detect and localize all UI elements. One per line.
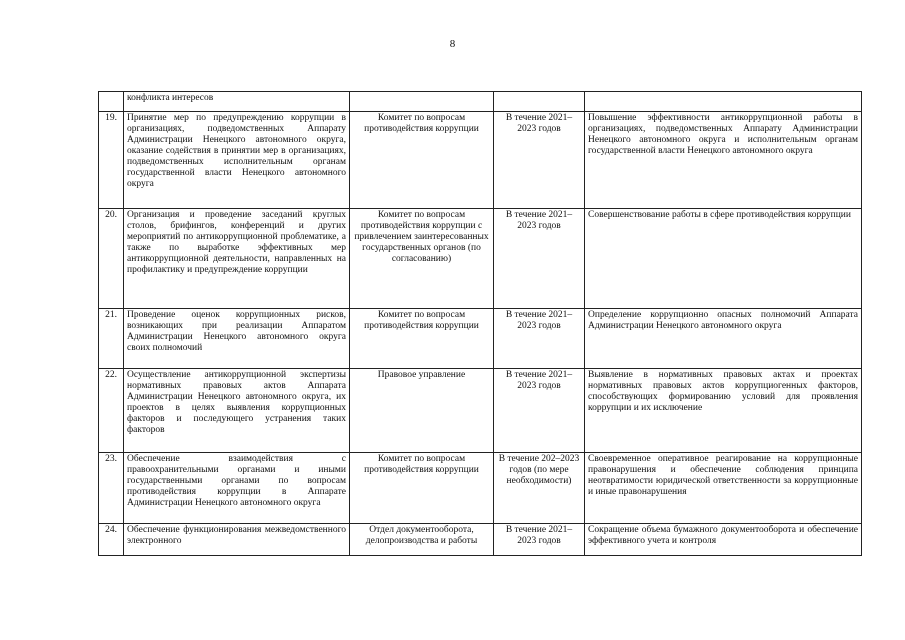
result-cell: Совершенствование работы в сфере противодействия коррупции — [585, 209, 862, 309]
event-cell: конфликта интересов — [124, 92, 350, 112]
responsible-cell: Комитет по вопросам противодействия коррупции — [350, 112, 494, 209]
responsible-cell: Правовое управление — [350, 369, 494, 453]
term-cell: В течение 2021–2023 годов — [494, 524, 585, 556]
row-number: 22. — [99, 369, 124, 453]
row-number: 19. — [99, 112, 124, 209]
table-row — [99, 92, 862, 112]
event-cell: Проведение оценок коррупционных рисков, возникающих при реализации Аппаратом Администрации Ненецкого автономного округа своих полномочий — [124, 309, 350, 369]
responsible-cell: Комитет по вопросам противодействия коррупции — [350, 453, 494, 524]
term-cell: В течение 2021–2023 годов — [494, 112, 585, 209]
row-number: 23. — [99, 453, 124, 524]
term-cell — [494, 92, 585, 112]
responsible-cell: Отдел документооборота, делопроизводства и работы — [350, 524, 494, 556]
responsible-cell: Комитет по вопросам противодействия коррупции с привлечением заинтересованных государственных органов (по согласованию) — [350, 209, 494, 309]
row-number: 21. — [99, 309, 124, 369]
table-row — [99, 453, 862, 524]
result-cell: Выявление в нормативных правовых актах и проектах нормативных правовых актов коррупциогенных факторов, способствующих формированию условий для проявления коррупции и их исключение — [585, 369, 862, 453]
responsible-cell: Комитет по вопросам противодействия коррупции — [350, 309, 494, 369]
result-cell: Своевременное оперативное реагирование на коррупционные правонарушения и обеспечение соблюдения принципа неотвратимости юридической ответственности за коррупционные и иные правонарушения — [585, 453, 862, 524]
responsible-cell — [350, 92, 494, 112]
result-cell: Определение коррупционно опасных полномочий Аппарата Администрации Ненецкого автономного округа — [585, 309, 862, 369]
table-row — [99, 524, 862, 556]
event-cell: Организация и проведение заседаний круглых столов, брифингов, конференций и других мероприятий по антикоррупционной проблематике, а также по выработке эффективных мер антикоррупционной деятельности, направленных на профилактику и предупреждение коррупции — [124, 209, 350, 309]
page-number: 8 — [449, 38, 456, 50]
event-cell: Обеспечение функционирования межведомственного электронного — [124, 524, 350, 556]
row-number: 20. — [99, 209, 124, 309]
event-cell: Принятие мер по предупреждению коррупции в организациях, подведомственных Аппарату Администрации Ненецкого автономного округа, оказание содействия в принятии мер в организациях, подведомственных исполнительным органам государственной власти Ненецкого автономного округа — [124, 112, 350, 209]
result-cell: Повышение эффективности антикоррупционной работы в организациях, подведомственных Аппарату Администрации Ненецкого автономного округа и исполнительным органам государственной власти Ненецкого автономного округа — [585, 112, 862, 209]
table-row — [99, 209, 862, 309]
table-row — [99, 309, 862, 369]
term-cell: В течение 2021–2023 годов — [494, 309, 585, 369]
row-number — [99, 92, 124, 112]
term-cell: В течение 2021–2023 годов — [494, 369, 585, 453]
term-cell: В течение 202–2023 годов (по мере необходимости) — [494, 453, 585, 524]
result-cell: Сокращение объема бумажного документооборота и обеспечение эффективного учета и контроля — [585, 524, 862, 556]
table-row — [99, 369, 862, 453]
table-row — [99, 112, 862, 209]
measures-table — [98, 91, 862, 556]
event-cell: Осуществление антикоррупционной экспертизы нормативных правовых актов Аппарата Администрации Ненецкого автономного округа, их проектов в целях выявления коррупционных факторов и последующего устранения таких факторов — [124, 369, 350, 453]
result-cell — [585, 92, 862, 112]
row-number: 24. — [99, 524, 124, 556]
event-cell: Обеспечение взаимодействия с правоохранительными органами и иными государственными органами по вопросам противодействия коррупции в Аппарате Администрации Ненецкого автономного округа — [124, 453, 350, 524]
term-cell: В течение 2021–2023 годов — [494, 209, 585, 309]
